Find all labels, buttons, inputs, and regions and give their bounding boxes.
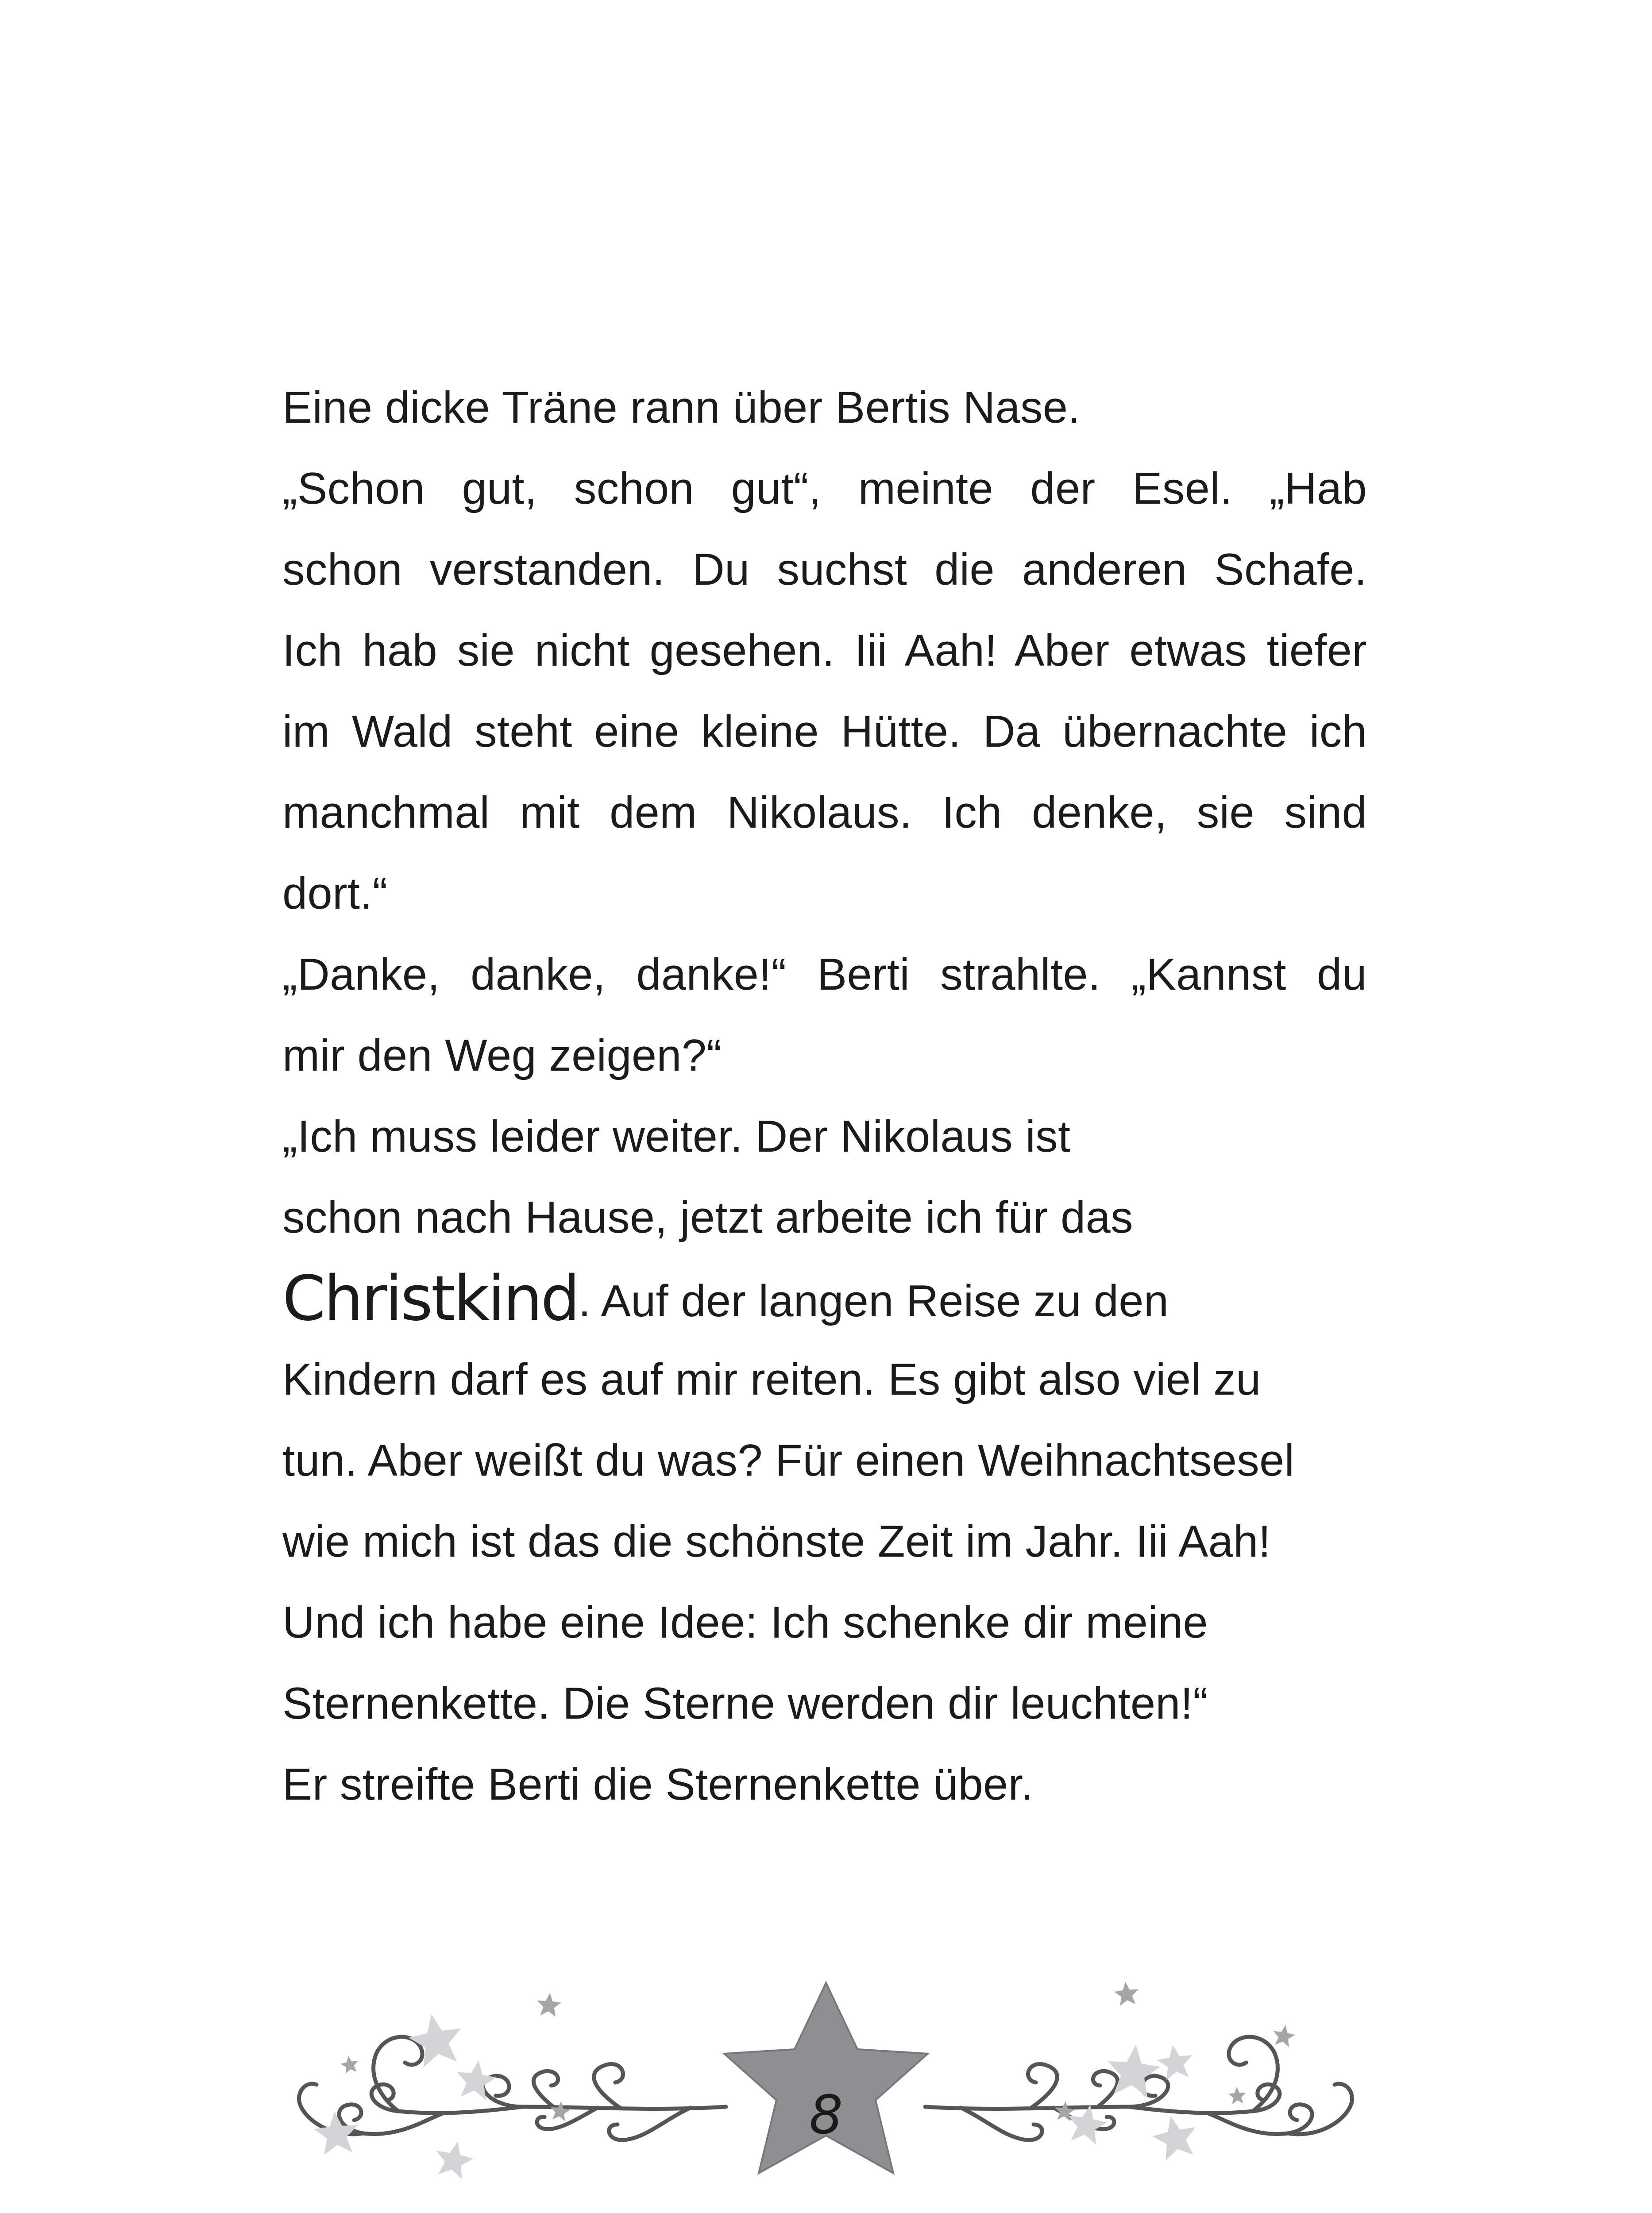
- text-line-17: Sternenkette. Die Sterne werden dir leuchten!“: [282, 1679, 1208, 1728]
- text-line-10: „Ich muss leider weiter. Der Nikolaus ist: [282, 1112, 1071, 1161]
- text-line-6: manchmal mit dem Nikolaus. Ich denke, sie sind: [282, 788, 1367, 837]
- story-text: [282, 367, 1367, 1825]
- text-line-16: Und ich habe eine Idee: Ich schenke dir meine: [282, 1598, 1208, 1647]
- text-line-1: Eine dicke Träne rann über Bertis Nase.: [282, 383, 1081, 432]
- text-line-14: tun. Aber weißt du was? Für einen Weihnachtsesel: [282, 1436, 1295, 1485]
- star-swirl-ornament: [0, 1947, 1652, 2213]
- text-line-9: mir den Weg zeigen?“: [282, 1031, 722, 1080]
- text-line-4: Ich hab sie nicht gesehen. Iii Aah! Aber etwas tiefer: [282, 626, 1367, 675]
- text-line-7: dort.“: [282, 869, 388, 918]
- text-line-2: „Schon gut, schon gut“, meinte der Esel. „Hab: [282, 464, 1367, 513]
- page-number: 8: [809, 2085, 843, 2146]
- left-swirls: [299, 2037, 726, 2140]
- christkind-word: Christkind: [282, 1263, 579, 1335]
- text-line-5: im Wald steht eine kleine Hütte. Da übernachte ich: [282, 707, 1367, 756]
- text-line-15: wie mich ist das die schönste Zeit im Jahr. Iii Aah!: [282, 1517, 1271, 1566]
- text-line-3: schon verstanden. Du suchst die anderen Schafe.: [282, 545, 1367, 594]
- christkind-line-rest: . Auf der langen Reise zu den: [578, 1276, 1169, 1326]
- text-line-18: Er streifte Berti die Sternenkette über.: [282, 1760, 1034, 1809]
- text-line-11: schon nach Hause, jetzt arbeite ich für das: [282, 1193, 1133, 1242]
- text-line-13: Kindern darf es auf mir reiten. Es gibt also viel zu: [282, 1355, 1261, 1404]
- text-line-8: „Danke, danke, danke!“ Berti strahlte. „Kannst du: [282, 950, 1367, 999]
- text-line-12: [282, 1258, 1367, 1339]
